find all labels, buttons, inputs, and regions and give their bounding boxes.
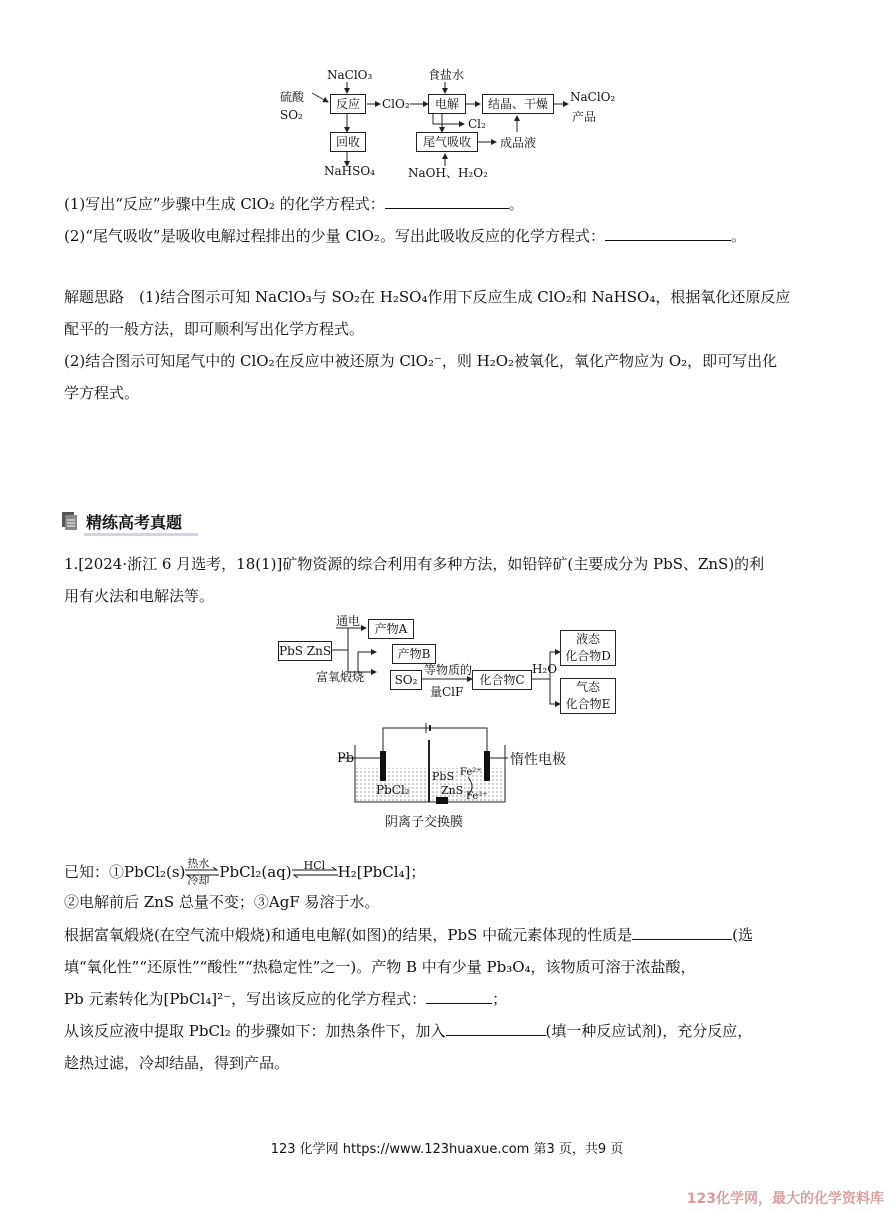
question-1-text: (1)写出“反应”步骤中生成 ClO₂ 的化学方程式： bbox=[64, 195, 385, 213]
flow2-compound-e-line2: 化合物E bbox=[565, 697, 611, 711]
hint-line-2: 配平的一般方法，即可顺利写出化学方程式。 bbox=[64, 320, 365, 338]
flow1-nahso4: NaHSO₄ bbox=[324, 164, 375, 178]
flow1-box-electrolysis: 电解 bbox=[428, 94, 466, 114]
flow1-clo2: ClO₂ bbox=[382, 97, 410, 111]
question-2 bbox=[64, 221, 746, 251]
known-cool-label: 冷却 bbox=[187, 874, 210, 887]
answer-blank-1[interactable] bbox=[385, 192, 509, 209]
cell-label-fe3: Fe³⁺ bbox=[466, 791, 488, 802]
question-1-end: 。 bbox=[508, 195, 524, 213]
flow1-input-brine: 食盐水 bbox=[428, 68, 465, 82]
cell-label-membrane: 阴离子交换膜 bbox=[385, 815, 464, 830]
known-heat-label: 热水 bbox=[187, 857, 210, 870]
flow2-box-product-b: 产物B bbox=[392, 644, 436, 664]
flow2-box-ore: PbS ZnS bbox=[278, 641, 332, 661]
flow2-box-so2: SO₂ bbox=[390, 670, 422, 690]
problem-body-line-1a: 根据富氧煅烧(在空气流中煅烧)和通电电解(如图)的结果，PbS 中硫元素体现的性质是 bbox=[64, 926, 633, 944]
watermark: 123化学网，最大的化学资料库 bbox=[686, 1191, 884, 1207]
flow1-box-tail-gas: 尾气吸收 bbox=[416, 132, 478, 152]
flow2-compound-e-line1: 气态 bbox=[575, 680, 600, 694]
problem-body-line-3b: ； bbox=[492, 990, 508, 1008]
hint-line-3: (2)结合图示可知尾气中的 ClO₂在反应中被还原为 ClO₂⁻，则 H₂O₂被氧化，氧化产物应为 O₂，即可写出化 bbox=[64, 352, 778, 370]
flow2-label-h2o: H₂O bbox=[532, 662, 558, 676]
flow2-label-roast: 富氧煅烧 bbox=[316, 670, 365, 684]
flow2-box-compound-c: 化合物C bbox=[472, 670, 532, 690]
section-title: 精练高考真题 bbox=[86, 512, 183, 532]
answer-blank-2[interactable] bbox=[605, 224, 731, 241]
section-heading bbox=[62, 508, 198, 534]
known-hcl-label: HCl bbox=[303, 859, 326, 872]
flow2-label-clf-1: 等物质的 bbox=[424, 663, 473, 677]
question-2-end: 。 bbox=[730, 227, 746, 245]
flow2-compound-d-line1: 液态 bbox=[575, 632, 600, 646]
cell-label-pbcl2: PbCl₂ bbox=[376, 783, 410, 797]
flow2-box-compound-d bbox=[560, 630, 616, 666]
flow2-label-electrify: 通电 bbox=[336, 614, 361, 628]
section-underline bbox=[84, 533, 198, 536]
equilibrium-arrow-hcl bbox=[292, 859, 338, 883]
problem-body-line-3 bbox=[64, 984, 507, 1014]
flow1-box-recover: 回收 bbox=[330, 132, 366, 152]
question-2-text: (2)“尾气吸收”是吸收电解过程排出的少量 ClO₂。写出此吸收反应的化学方程式： bbox=[64, 227, 605, 245]
cell-label-inert-electrode: 惰性电极 bbox=[510, 752, 566, 768]
answer-blank-5[interactable] bbox=[446, 1019, 546, 1036]
answer-blank-3[interactable] bbox=[632, 923, 732, 940]
problem-1-line-2: 用有火法和电解法等。 bbox=[64, 587, 215, 605]
flow1-product-naclo2: NaClO₂ bbox=[570, 90, 616, 104]
problem-body-line-4a: 从该反应液中提取 PbCl₂ 的步骤如下：加热条件下，加入 bbox=[64, 1022, 446, 1040]
hint-line-1: 解题思路 (1)结合图示可知 NaClO₃与 SO₂在 H₂SO₄作用下反应生成 ClO₂和 NaHSO₄，根据氧化还原反应 bbox=[64, 288, 791, 306]
problem-1-line-1: 1.[2024·浙江 6 月选考，18(1)]矿物资源的综合利用有多种方法，如铅锌矿(主要成分为 PbS、ZnS)的利 bbox=[64, 555, 765, 573]
cell-label-zns: ZnS bbox=[441, 784, 464, 797]
flow1-input-acid: 硫酸 bbox=[280, 90, 305, 104]
flow2-box-product-a: 产物A bbox=[368, 619, 414, 639]
problem-body-line-4b: (填一种反应试剂)，充分反应， bbox=[545, 1022, 753, 1040]
known-prefix: 已知：①PbCl₂(s) bbox=[64, 863, 186, 881]
problem-body-line-1b: (选 bbox=[732, 926, 754, 944]
known-end: H₂[PbCl₄]； bbox=[337, 863, 426, 881]
question-1 bbox=[64, 189, 524, 219]
problem-body-line-1 bbox=[64, 920, 753, 950]
flow1-product-label: 产品 bbox=[572, 110, 597, 124]
page-footer: 123 化学网 https://www.123huaxue.com 第3 页，共9 页 bbox=[270, 1142, 624, 1157]
document-icon bbox=[62, 512, 78, 530]
flow1-finished-solution: 成品液 bbox=[500, 136, 537, 150]
flow2-box-compound-e bbox=[560, 678, 616, 714]
problem-body-line-2: 填“氧化性”“还原性”“酸性”“热稳定性”之一)。产物 B 中有少量 Pb₃O₄，该物质可溶于浓盐酸， bbox=[64, 958, 696, 976]
problem-body-line-5: 趁热过滤，冷却结晶，得到产品。 bbox=[64, 1054, 290, 1072]
known-line-2: ②电解前后 ZnS 总量不变；③AgF 易溶于水。 bbox=[64, 893, 380, 911]
known-line-1 bbox=[64, 857, 425, 887]
cell-label-pbs: PbS bbox=[432, 770, 454, 783]
cell-label-fe2: Fe²⁺ bbox=[460, 767, 482, 778]
problem-body-line-3a: Pb 元素转化为[PbCl₄]²⁻，写出该反应的化学方程式： bbox=[64, 990, 427, 1008]
flow1-box-crystallize: 结晶、干燥 bbox=[482, 94, 554, 114]
flow2-label-clf-2: 量ClF bbox=[430, 685, 464, 699]
flow1-cl2: Cl₂ bbox=[468, 117, 486, 131]
flow1-box-react: 反应 bbox=[330, 94, 366, 114]
flow1-input-so2: SO₂ bbox=[280, 108, 303, 122]
flow1-input-naoh: NaOH、H₂O₂ bbox=[408, 166, 488, 180]
known-mid: PbCl₂(aq) bbox=[219, 863, 292, 881]
problem-body-line-4 bbox=[64, 1016, 752, 1046]
flow1-input-naclo3: NaClO₃ bbox=[327, 68, 373, 82]
flow2-compound-d-line2: 化合物D bbox=[565, 649, 611, 663]
answer-blank-4[interactable] bbox=[426, 987, 492, 1004]
cell-label-pb: Pb bbox=[337, 751, 355, 766]
hint-line-4: 学方程式。 bbox=[64, 384, 140, 402]
equilibrium-arrow bbox=[185, 857, 219, 887]
electrolysis-cell-drawing bbox=[340, 715, 520, 810]
